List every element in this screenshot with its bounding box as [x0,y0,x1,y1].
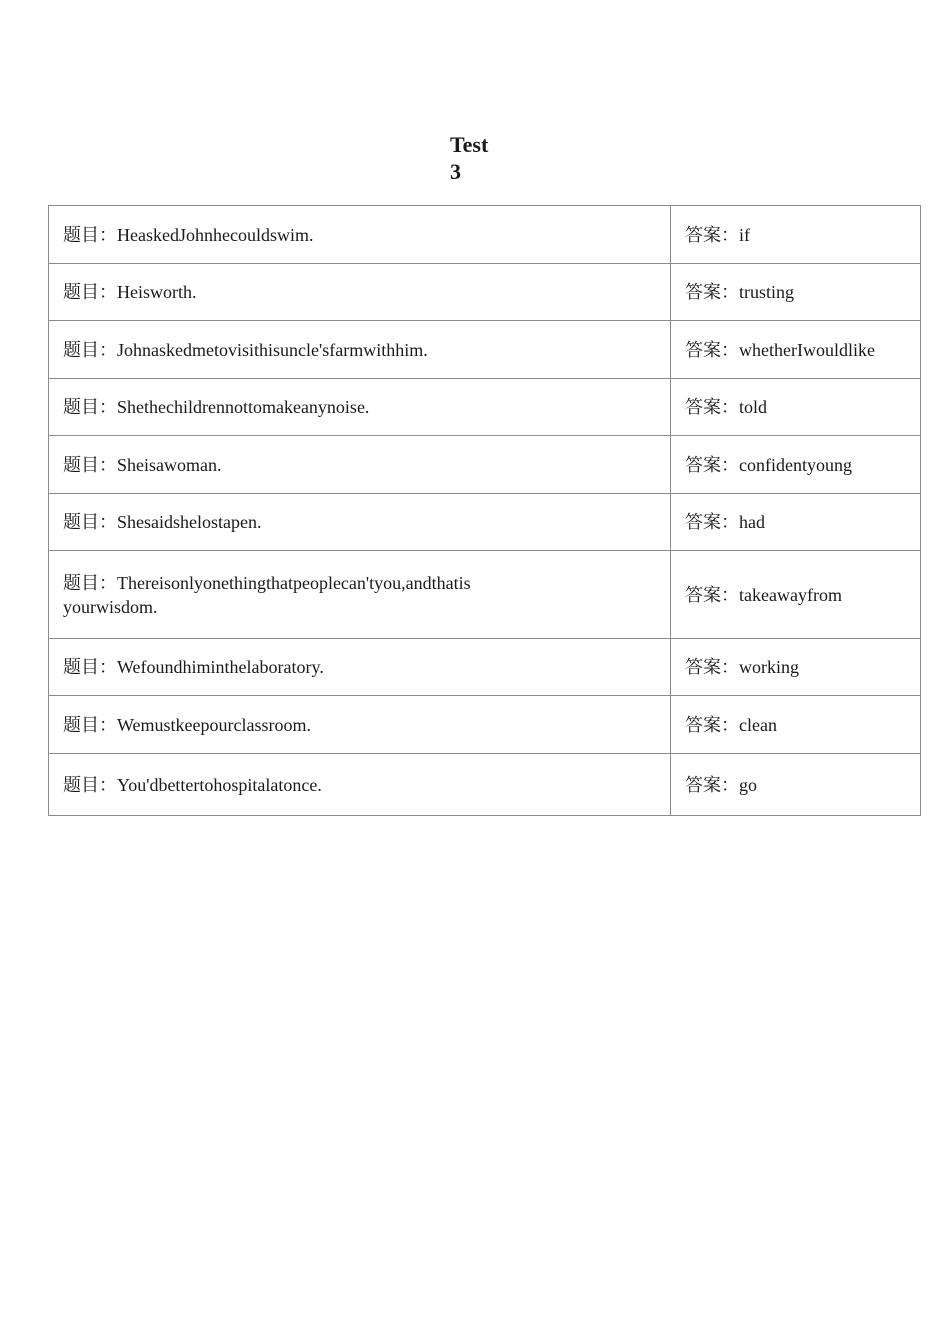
question-cell [49,436,671,494]
question-text: Johnaskedmetovisithisuncle'sfarmwithhim. [117,339,428,360]
question-cell [49,379,671,436]
answer-prefix: 答案： [685,454,739,475]
table-row [49,551,921,639]
page-title [450,131,530,185]
answer-prefix: 答案： [685,339,739,360]
question-cell [49,639,671,696]
answer-text: clean [739,714,777,735]
table-row [49,264,921,321]
answer-cell [671,696,921,754]
question-text: Sheisawoman. [117,454,222,475]
answer-prefix: 答案： [685,584,739,605]
question-cell [49,494,671,551]
answer-prefix: 答案： [685,774,739,795]
question-text: HeaskedJohnhecouldswim. [117,224,314,245]
question-text: Heisworth. [117,282,197,302]
answer-prefix: 答案： [685,397,739,417]
answer-text: go [739,774,757,795]
answer-cell [671,436,921,494]
answer-text: had [739,512,765,532]
answer-text: trusting [739,282,795,302]
question-prefix: 题目： [63,339,117,360]
answer-text: working [739,657,799,677]
question-text: Shethechildrennottomakeanynoise. [117,397,370,417]
answer-text: whetherIwouldlike [739,339,875,360]
question-prefix: 题目： [63,714,117,735]
answer-cell [671,206,921,264]
question-cell [49,206,671,264]
answer-cell [671,551,921,639]
answer-cell [671,639,921,696]
title-line-1: Test [450,132,489,157]
question-prefix: 题目： [63,657,117,677]
question-cell [49,754,671,816]
question-text: You'dbettertohospitalatonce. [117,774,322,795]
table-row [49,754,921,816]
table-row [49,696,921,754]
question-prefix: 题目： [63,774,117,795]
question-prefix: 题目： [63,454,117,475]
table-row [49,206,921,264]
question-cell [49,551,671,639]
table-row [49,494,921,551]
question-text: Wefoundhiminthelaboratory. [117,657,324,677]
table-row [49,321,921,379]
answer-cell [671,264,921,321]
question-prefix: 题目： [63,282,117,302]
answer-text: if [739,224,750,245]
question-text: Shesaidshelostapen. [117,512,262,532]
answer-cell [671,494,921,551]
answer-text: takeawayfrom [739,584,842,605]
answer-prefix: 答案： [685,224,739,245]
question-cell [49,696,671,754]
answer-cell [671,379,921,436]
answer-prefix: 答案： [685,282,739,302]
table-row [49,639,921,696]
question-prefix: 题目： [63,397,117,417]
answer-text: confidentyoung [739,454,852,475]
question-text: Thereisonlyonethingthatpeoplecan'tyou,andthatis yourwisdom. [63,572,471,617]
qa-table [48,205,921,816]
answer-prefix: 答案： [685,714,739,735]
answer-cell [671,321,921,379]
table-row [49,379,921,436]
question-cell [49,321,671,379]
title-line-2: 3 [450,159,461,184]
question-text: Wemustkeepourclassroom. [117,714,312,735]
question-prefix: 题目： [63,512,117,532]
answer-cell [671,754,921,816]
answer-text: told [739,397,768,417]
table-row [49,436,921,494]
question-cell [49,264,671,321]
question-prefix: 题目： [63,572,117,593]
answer-prefix: 答案： [685,512,739,532]
answer-prefix: 答案： [685,657,739,677]
question-prefix: 题目： [63,224,117,245]
